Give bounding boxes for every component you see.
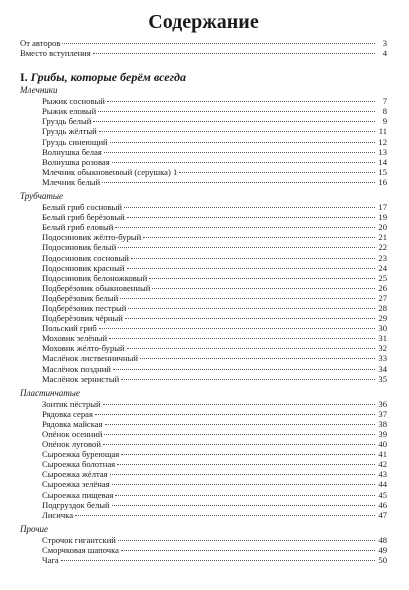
subsection-heading: Прочие	[20, 523, 49, 534]
dot-leader	[121, 550, 375, 551]
toc-entry[interactable]	[20, 177, 387, 187]
subsection-heading: Трубчатые	[20, 191, 63, 202]
toc-entry[interactable]	[20, 479, 387, 489]
toc-entry-label: Вместо вступления	[20, 48, 91, 59]
toc-entry[interactable]	[20, 283, 387, 293]
section-groups	[20, 85, 387, 565]
dot-leader	[127, 348, 375, 349]
toc-entry-page: 30	[378, 323, 387, 334]
dot-leader	[117, 464, 375, 465]
toc-entry-page: 38	[378, 418, 387, 429]
toc-entry-page: 4	[382, 48, 387, 59]
toc-entry-label: Подосиновик белоножковый	[42, 272, 148, 283]
toc-entry-page: 49	[378, 544, 387, 555]
toc-entry[interactable]	[20, 38, 387, 48]
toc-entry[interactable]	[20, 439, 387, 449]
toc-entry-label: Млечник белый	[42, 176, 101, 187]
dot-leader	[93, 53, 375, 54]
dot-leader	[124, 207, 375, 208]
toc-entry[interactable]	[20, 313, 387, 323]
subsection-heading: Пластинчатые	[20, 387, 80, 398]
dot-leader	[107, 101, 375, 102]
toc-entry-page: 16	[378, 176, 387, 187]
toc-entry[interactable]	[20, 353, 387, 363]
toc-entry-label: Маслёнок зернистый	[42, 373, 120, 384]
toc-entry-label: Лисичка	[42, 509, 74, 520]
section-heading	[20, 70, 387, 85]
toc-entry-label: Зонтик пёстрый	[42, 398, 101, 409]
toc-entry-label: Белый гриб сосновый	[42, 202, 122, 213]
toc-entry[interactable]	[20, 48, 387, 58]
toc-entry-label: Сыроежка пищевая	[42, 489, 114, 500]
dot-leader	[112, 505, 375, 506]
toc-entry-page: 3	[382, 38, 387, 48]
toc-entry-label: Млечник обыкновенный (серушка) 1	[42, 166, 178, 177]
toc-entry-label: Маслёнок поздний	[42, 363, 111, 374]
table-of-contents	[20, 10, 387, 565]
toc-entry-page: 21	[378, 232, 387, 243]
toc-entry-label: Подберёзовик чёрный	[42, 313, 123, 324]
dot-leader	[152, 288, 375, 289]
toc-entry-page: 50	[378, 555, 387, 566]
section-number: I.	[20, 70, 28, 85]
toc-entry[interactable]	[20, 147, 387, 157]
toc-entry-label: Волнушка белая	[42, 146, 102, 157]
toc-entry[interactable]	[20, 364, 387, 374]
dot-leader	[95, 414, 375, 415]
toc-entry-label: Рыжик сосновый	[42, 96, 105, 107]
toc-entry[interactable]	[20, 96, 387, 106]
dot-leader	[131, 258, 375, 259]
toc-entry-page: 32	[378, 343, 387, 354]
toc-entry-label: Опёнок луговой	[42, 439, 101, 450]
toc-entry[interactable]	[20, 449, 387, 459]
section-title: Грибы, которые берём всегда	[30, 70, 186, 85]
toc-entry[interactable]	[20, 126, 387, 136]
dot-leader	[110, 474, 375, 475]
toc-entry-page: 43	[378, 469, 387, 480]
toc-entry-page: 33	[378, 353, 387, 364]
toc-entry[interactable]	[20, 429, 387, 439]
toc-entry-label: Подберёзовик белый	[42, 292, 119, 303]
toc-entry-page: 27	[378, 292, 387, 303]
toc-entry-label: Польский гриб	[42, 323, 97, 334]
toc-entry-label: Белый гриб берёзовый	[42, 212, 125, 223]
toc-entry-label: Сыроежка жёлтая	[42, 469, 108, 480]
toc-entry-page: 13	[378, 146, 387, 157]
toc-entry[interactable]	[20, 232, 387, 242]
toc-entry[interactable]	[20, 222, 387, 232]
toc-entry[interactable]	[20, 490, 387, 500]
toc-entry[interactable]	[20, 374, 387, 384]
toc-entry-label: Сморчковая шапочка	[42, 544, 119, 555]
toc-entry[interactable]	[20, 510, 387, 520]
dot-leader	[179, 172, 375, 173]
toc-entry[interactable]	[20, 167, 387, 177]
toc-entry-label: Строчок гигантский	[42, 534, 116, 545]
dot-leader	[110, 142, 375, 143]
toc-entry-page: 7	[382, 96, 387, 107]
toc-entry[interactable]	[20, 202, 387, 212]
toc-entry[interactable]	[20, 242, 387, 252]
toc-entry-label: Сыроежка болотная	[42, 459, 116, 470]
dot-leader	[113, 369, 375, 370]
toc-entry[interactable]	[20, 333, 387, 343]
toc-entry-label: Моховик жёлто-бурый	[42, 343, 125, 354]
dot-leader	[62, 43, 375, 44]
toc-entry-label: Груздь синеющий	[42, 136, 108, 147]
toc-entry[interactable]	[20, 343, 387, 353]
dot-leader	[118, 540, 375, 541]
dot-leader	[120, 298, 375, 299]
toc-entry-page: 20	[378, 222, 387, 233]
dot-leader	[103, 404, 375, 405]
toc-entry-page: 9	[382, 116, 387, 127]
toc-entry-page: 19	[378, 212, 387, 223]
toc-entry-page: 31	[378, 333, 387, 344]
dot-leader	[121, 454, 375, 455]
dot-leader	[140, 358, 375, 359]
toc-entry[interactable]	[20, 323, 387, 333]
toc-entry-label: Моховик зелёный	[42, 333, 108, 344]
toc-entry[interactable]	[20, 409, 387, 419]
toc-entry-page: 25	[378, 272, 387, 283]
toc-entry[interactable]	[20, 253, 387, 263]
toc-entry-label: Рядовка майская	[42, 418, 103, 429]
toc-entry-page: 48	[378, 534, 387, 545]
toc-entry-page: 42	[378, 459, 387, 470]
toc-entry-page: 40	[378, 439, 387, 450]
toc-entry-label: Опёнок осенний	[42, 429, 103, 439]
toc-entry[interactable]	[20, 399, 387, 409]
toc-entry-page: 14	[378, 156, 387, 167]
toc-entry-label: Груздь жёлтый	[42, 126, 97, 137]
toc-entry[interactable]	[20, 545, 387, 555]
toc-entry-page: 29	[378, 313, 387, 324]
toc-entry[interactable]	[20, 157, 387, 167]
toc-entry-page: 39	[378, 429, 387, 439]
subsection-heading: Млечники	[20, 85, 58, 96]
toc-entry-label: Маслёнок лиственничный	[42, 353, 138, 364]
toc-entry[interactable]	[20, 116, 387, 126]
toc-entry-label: Сыроежка буреющая	[42, 449, 120, 460]
toc-entry-label: Чага	[42, 555, 59, 566]
toc-entry-label: От авторов	[20, 38, 61, 48]
toc-entry-label: Подгруздок белый	[42, 499, 110, 510]
dot-leader	[128, 308, 375, 309]
toc-entry-page: 17	[378, 202, 387, 213]
dot-leader	[127, 217, 375, 218]
toc-entry-page: 28	[378, 302, 387, 313]
dot-leader	[112, 162, 375, 163]
toc-entry-label: Подберёзовик обыкновенный	[42, 282, 151, 293]
toc-entry-page: 12	[378, 136, 387, 147]
toc-entry-label: Подберёзовик пестрый	[42, 302, 127, 313]
dot-leader	[112, 484, 375, 485]
dot-leader	[99, 131, 375, 132]
dot-leader	[115, 495, 375, 496]
toc-entry-page: 26	[378, 282, 387, 293]
toc-entry[interactable]	[20, 303, 387, 313]
toc-entry-page: 45	[378, 489, 387, 500]
toc-entry-label: Рыжик еловый	[42, 106, 97, 117]
toc-entry-label: Груздь белый	[42, 116, 92, 127]
dot-leader	[115, 227, 375, 228]
toc-entry-page: 8	[382, 106, 387, 117]
toc-entry[interactable]	[20, 419, 387, 429]
dot-leader	[104, 434, 375, 435]
dot-leader	[98, 111, 375, 112]
toc-entry-label: Подосиновик жёлто-бурый	[42, 232, 142, 243]
intro-entries	[20, 38, 387, 58]
toc-entry-label: Сыроежка зелёная	[42, 479, 110, 490]
dot-leader	[125, 318, 375, 319]
dot-leader	[104, 152, 375, 153]
toc-entry-label: Рядовка серая	[42, 408, 93, 419]
toc-entry[interactable]	[20, 137, 387, 147]
toc-entry-page: 44	[378, 479, 387, 490]
toc-entry[interactable]	[20, 212, 387, 222]
toc-entry-page: 11	[378, 126, 387, 137]
page-title: Содержание	[148, 11, 259, 33]
dot-leader	[105, 424, 375, 425]
dot-leader	[149, 278, 375, 279]
dot-leader	[99, 328, 375, 329]
toc-entry-label: Подосиновик сосновый	[42, 252, 129, 263]
toc-entry[interactable]	[20, 459, 387, 469]
dot-leader	[75, 515, 375, 516]
toc-entry-page: 41	[378, 449, 387, 460]
toc-entry[interactable]	[20, 500, 387, 510]
dot-leader	[102, 182, 375, 183]
toc-entry[interactable]	[20, 293, 387, 303]
toc-entry[interactable]	[20, 273, 387, 283]
toc-entry-label: Белый гриб еловый	[42, 222, 114, 233]
toc-entry-page: 34	[378, 363, 387, 374]
toc-entry-label: Подосиновик белый	[42, 242, 117, 253]
toc-entry[interactable]	[20, 263, 387, 273]
dot-leader	[121, 379, 375, 380]
toc-entry-page: 22	[378, 242, 387, 253]
toc-entry-page: 47	[378, 509, 387, 520]
toc-entry[interactable]	[20, 535, 387, 545]
toc-entry-page: 15	[378, 166, 387, 177]
toc-entry-page: 23	[378, 252, 387, 263]
dot-leader	[109, 338, 375, 339]
toc-entry-page: 24	[378, 262, 387, 273]
toc-entry-page: 36	[378, 398, 387, 409]
dot-leader	[143, 237, 375, 238]
dot-leader	[127, 268, 375, 269]
toc-entry-page: 46	[378, 499, 387, 510]
dot-leader	[103, 444, 375, 445]
toc-entry[interactable]	[20, 469, 387, 479]
dot-leader	[118, 247, 375, 248]
toc-entry-page: 37	[378, 408, 387, 419]
toc-entry[interactable]	[20, 555, 387, 565]
dot-leader	[93, 121, 375, 122]
dot-leader	[61, 560, 375, 561]
toc-entry[interactable]	[20, 106, 387, 116]
toc-entry-label: Волнушка розовая	[42, 156, 110, 167]
toc-entry-label: Подосиновик красный	[42, 262, 125, 273]
toc-entry-page: 35	[378, 373, 387, 384]
